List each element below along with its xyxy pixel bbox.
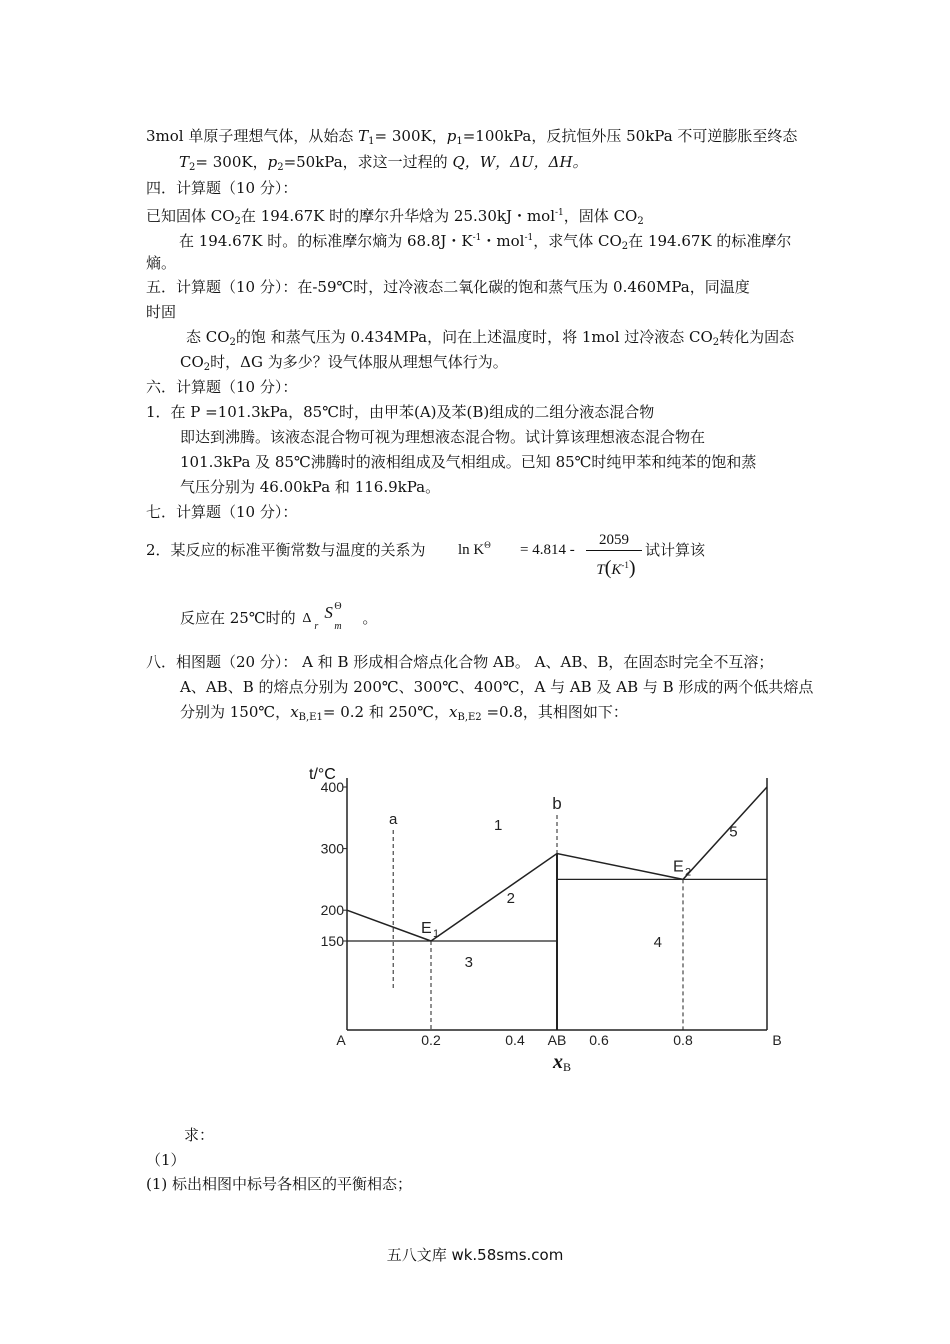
q8-line3: 分别为 150℃，$x_{B,E1}= 0.2$ 和 250℃，$x_{B,E2} =0.8$，其相图如下： xyxy=(180,703,628,723)
q5-line2: 时固 xyxy=(146,303,177,321)
entropy-symbol: Δ r S Θ m xyxy=(302,601,342,632)
x-axis-label: $x_B$ xyxy=(553,1051,572,1074)
q6-line2: 即达到沸腾。该液态混合物可视为理想液态混合物。试计算该理想液态混合物在 xyxy=(180,428,706,446)
q6-line1: 1．在 P =101.3kPa，85℃时，由甲苯(A)及苯(B)组成的二组分液态混合物 xyxy=(146,403,655,421)
x-tick-label-B: B xyxy=(772,1032,782,1048)
q4-title: 四．计算题（10 分）： xyxy=(146,179,298,197)
sub-question-1: (1) 标出相图中标号各相区的平衡相态； xyxy=(146,1175,413,1193)
q4-line3: 熵。 xyxy=(146,254,177,272)
problem3-line1: 3mol 单原子理想气体，从始态 $T_1= 300K$，$p_1=100kPa$，反抗恒外压 50kPa 不可逆膨胀至终态 xyxy=(146,127,798,147)
eutectic-point-E2: E xyxy=(673,858,684,876)
q8-line1: 八．相图题（20 分）： A 和 B 形成相合熔点化合物 AB。 A、AB、B，在固态时完全不互溶； xyxy=(146,653,774,671)
problem3-line2: $T_2= 300K$，$p_2=50kPa$，求这一过程的 Q，W，ΔU，ΔH。 xyxy=(179,153,588,173)
y-tick-label-200: 200 xyxy=(320,902,344,919)
q7-line2: 反应在 25℃时的 Δ r S Θ m 。 xyxy=(180,601,378,632)
y-tick-label-300: 300 xyxy=(320,840,344,857)
eutectic-point-sub-E2: 2 xyxy=(685,866,692,879)
q6-line4: 气压分别为 46.00kPa 和 116.9kPa。 xyxy=(180,478,441,496)
region-label-5: 5 xyxy=(729,823,738,841)
x-tick-label-0.4: 0.4 xyxy=(505,1032,525,1048)
q7-line1: 2．某反应的标准平衡常数与温度的关系为 xyxy=(146,541,426,559)
q6-line3: 101.3kPa 及 85℃沸腾时的液相组成及气相组成。已知 85℃时纯甲苯和纯苯的饱和蒸 xyxy=(180,453,757,471)
q7-formula: $\ln K^\Theta$ = 4.814 - 2059 $T(K^{-1})$ xyxy=(458,534,648,582)
y-axis-label: t/°C xyxy=(309,766,336,783)
x-tick-label-0.6: 0.6 xyxy=(589,1032,609,1048)
q8-line2: A、AB、B 的熔点分别为 200℃、300℃、400℃，A 与 AB 及 AB 与 B 形成的两个低共熔点 xyxy=(180,678,814,696)
dashed-label-a: a xyxy=(389,811,398,828)
region-label-3: 3 xyxy=(464,953,473,971)
y-tick-label-400: 400 xyxy=(320,779,344,795)
x-tick-label-A: A xyxy=(336,1032,346,1048)
y-tick-label-150: 150 xyxy=(320,933,344,949)
liquidus-line xyxy=(347,787,767,941)
region-label-1: 1 xyxy=(494,817,503,835)
eutectic-point-E1: E xyxy=(421,920,432,937)
x-tick-label-AB: AB xyxy=(547,1032,567,1048)
q5-line1: 五．计算题（10 分）：在-59℃时，过冷液态二氧化碳的饱和蒸气压为 0.460MPa，同温度 xyxy=(146,278,750,296)
eutectic-point-sub-E1: 1 xyxy=(433,928,440,940)
x-tick-label-0.2: 0.2 xyxy=(421,1032,441,1048)
region-label-2: 2 xyxy=(506,889,515,907)
region-label-4: 4 xyxy=(653,934,662,952)
q6-title: 六．计算题（10 分）： xyxy=(146,378,298,396)
ask-label: 求： xyxy=(184,1126,215,1144)
dashed-label-b: b xyxy=(552,794,562,813)
footer-watermark: 五八文库 wk.58sms.com xyxy=(386,1246,564,1264)
q5-line3: 态 $CO_2$的饱 和蒸气压为 0.434MPa，问在上述温度时，将 1mol 过冷液态 $CO_2$转化为固态 xyxy=(186,328,795,348)
q4-line2: 在 194.67K 时。的标准摩尔熵为 68.8J・$K^{-1}$・mol$^{-1}$，求气体 $CO_2$在 194.67K 的标准摩尔 xyxy=(179,232,792,252)
q4-line1: 已知固体 $CO_2$在 194.67K 时的摩尔升华焓为 25.30kJ・mol$^{-1}$，固体 $CO_2$ xyxy=(146,207,644,227)
q7-tail: 试计算该 xyxy=(645,541,706,559)
x-tick-label-0.8: 0.8 xyxy=(673,1032,693,1048)
q5-line4: $CO_2$时，ΔG 为多少？设气体服从理想气体行为。 xyxy=(180,353,508,373)
q7-title: 七．计算题（10 分）： xyxy=(146,503,298,521)
sub-question-marker: （1） xyxy=(146,1151,186,1169)
